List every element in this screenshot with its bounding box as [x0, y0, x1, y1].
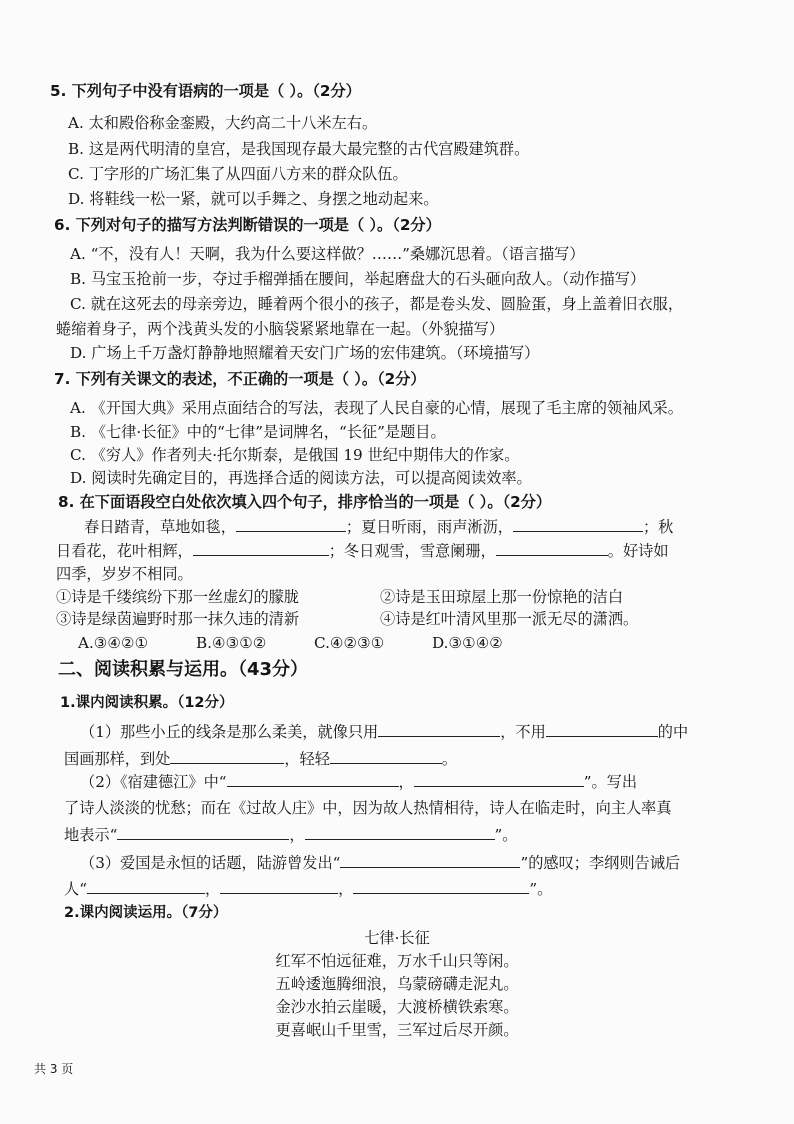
q6-option-a: A. “不，没有人！天啊，我为什么要这样做？……”桑娜沉思着。（语言描写）: [70, 245, 585, 263]
answer-blank[interactable]: [340, 853, 520, 868]
q5-option-d: D. 将鞋线一松一紧，就可以手舞之、身摆之地动起来。: [68, 190, 439, 208]
q8-text: 。好诗如: [607, 542, 669, 560]
q8-choice-b: B.④③①②: [196, 634, 267, 652]
answer-blank[interactable]: [513, 517, 643, 532]
item-text: 的中: [657, 723, 689, 741]
q7-stem: 7. 下列有关课文的表述，不正确的一项是（ ）。（2分）: [54, 370, 426, 388]
item-text: 地表示“: [64, 826, 118, 844]
poem-line-4: 更喜岷山千里雪，三军过后尽开颜。: [275, 1021, 519, 1039]
q8-text: ；夏日听雨，雨声淅沥，: [345, 518, 513, 536]
q7-option-c: C. 《穷人》作者列夫·托尔斯泰，是俄国 19 世纪中期伟大的作家。: [70, 446, 520, 464]
q8-sentence-1: ①诗是千缕缤纷下那一丝虚幻的朦胧: [56, 588, 299, 606]
q5-stem: 5. 下列句子中没有语病的一项是（ ）。（2分）: [50, 82, 361, 100]
answer-blank[interactable]: [117, 825, 289, 840]
answer-blank[interactable]: [236, 517, 346, 532]
item2-line3: [64, 825, 517, 845]
item-text: ”。: [529, 880, 553, 898]
q8-text: ；秋: [642, 518, 674, 536]
answer-blank[interactable]: [330, 749, 442, 764]
item2-line2: 了诗人淡淡的忧愁；而在《过故人庄》中，因为故人热情相待，诗人在临走时，向主人率真: [64, 799, 672, 817]
q8-sentence-2: ②诗是玉田琼屋上那一份惊艳的洁白: [380, 588, 623, 606]
q6-option-b: B. 马宝玉抢前一步，夺过手榴弹插在腰间，举起磨盘大的石头砸向敌人。（动作描写）: [70, 270, 646, 288]
answer-blank[interactable]: [353, 879, 529, 894]
q8-passage-line3: 四季，岁岁不相同。: [56, 565, 193, 583]
q6-option-d: D. 广场上千万盏灯静静地照耀着天安门广场的宏伟建筑。（环境描写）: [70, 344, 540, 362]
answer-blank[interactable]: [305, 825, 495, 840]
item-text: ，: [289, 826, 305, 844]
item-text: ，轻轻: [284, 750, 330, 768]
item-text: 人“: [64, 880, 87, 898]
item1-line1: [80, 722, 688, 742]
answer-blank[interactable]: [227, 772, 399, 787]
q8-text: 春日踏青，草地如毯，: [84, 518, 236, 536]
item-text: ，: [204, 880, 221, 898]
answer-blank[interactable]: [496, 541, 608, 556]
item-text: （1）那些小丘的线条是那么柔美，就像只用: [80, 723, 379, 741]
item2-line1: [80, 772, 637, 792]
item-text: ，: [338, 880, 354, 898]
poem-title: 七律·长征: [364, 929, 430, 947]
answer-blank[interactable]: [546, 722, 658, 737]
q7-option-d: D. 阅读时先确定目的，再选择合适的阅读方法，可以提高阅读效率。: [70, 469, 532, 487]
item-text: （3）爱国是永恒的话题，陆游曾发出“: [80, 854, 341, 872]
q8-sentence-4: ④诗是红叶清风里那一派无尽的潇洒。: [380, 610, 639, 628]
q8-choice-d: D.③①④②: [432, 634, 503, 652]
q6-option-c-line1: C. 就在这死去的母亲旁边，睡着两个很小的孩子，都是卷头发、圆脸蛋，身上盖着旧衣服，: [70, 295, 684, 313]
item3-line1: [80, 853, 680, 873]
q8-choice-c: C.④②③①: [314, 634, 385, 652]
answer-blank[interactable]: [170, 749, 284, 764]
item-text: 。: [441, 750, 458, 768]
q7-option-a: A. 《开国大典》采用点面结合的写法，表现了人民自豪的心情，展现了毛主席的领袖风采。: [70, 399, 683, 417]
answer-blank[interactable]: [378, 722, 500, 737]
q8-text: 日看花，花叶相辉，: [56, 542, 193, 560]
q8-text: ；冬日观雪，雪意阑珊，: [328, 542, 496, 560]
q8-sentence-3: ③诗是绿茵遍野时那一抹久违的清新: [56, 610, 299, 628]
answer-blank[interactable]: [220, 879, 338, 894]
item-text: 国画那样，到处: [64, 750, 171, 768]
item-text: ”。: [494, 826, 518, 844]
q8-stem: 8. 在下面语段空白处依次填入四个句子，排序恰当的一项是（ ）。（2分）: [58, 493, 552, 511]
q6-stem: 6. 下列对句子的描写方法判断错误的一项是（ ）。（2分）: [54, 216, 441, 234]
q8-choice-a: A.③④②①: [78, 634, 149, 652]
answer-blank[interactable]: [414, 772, 584, 787]
q8-passage-line2: [56, 541, 669, 561]
poem-line-1: 红军不怕远征难，万水千山只等闲。: [275, 952, 519, 970]
part1-heading: 1.课内阅读积累。（12分）: [60, 695, 234, 711]
q5-option-b: B. 这是两代明清的皇宫，是我国现存最大最完整的古代宫殿建筑群。: [68, 140, 530, 158]
answer-blank[interactable]: [87, 879, 205, 894]
q8-passage-line1: [84, 517, 673, 537]
item1-line2: [64, 749, 457, 769]
item-text: ，不用: [500, 723, 546, 741]
poem-line-3: 金沙水拍云崖暖，大渡桥横铁索寒。: [275, 998, 519, 1016]
q5-option-c: C. 丁字形的广场汇集了从四面八方来的群众队伍。: [68, 165, 408, 183]
item-text: （2）《宿建德江》中“: [80, 773, 227, 791]
section-title: 二、阅读积累与运用。（43分）: [58, 659, 309, 680]
q5-option-a: A. 太和殿俗称金銮殿，大约高二十八米左右。: [68, 114, 378, 132]
q7-option-b: B. 《七律·长征》中的“七律”是词牌名，“长征”是题目。: [70, 423, 446, 441]
item-text: ”。写出: [583, 773, 638, 791]
part2-heading: 2.课内阅读运用。（7分）: [64, 905, 228, 921]
item-text: ”的感叹；李纲则告诫后: [520, 854, 681, 872]
item3-line2: [64, 879, 552, 899]
page-footer: 共 3 页: [34, 1062, 74, 1076]
poem-line-2: 五岭逶迤腾细浪，乌蒙磅礴走泥丸。: [275, 975, 519, 993]
item-text: ，: [398, 773, 414, 791]
q6-option-c-line2: 蜷缩着身子，两个浅黄头发的小脑袋紧紧地靠在一起。（外貌描写）: [56, 320, 505, 338]
answer-blank[interactable]: [193, 541, 329, 556]
